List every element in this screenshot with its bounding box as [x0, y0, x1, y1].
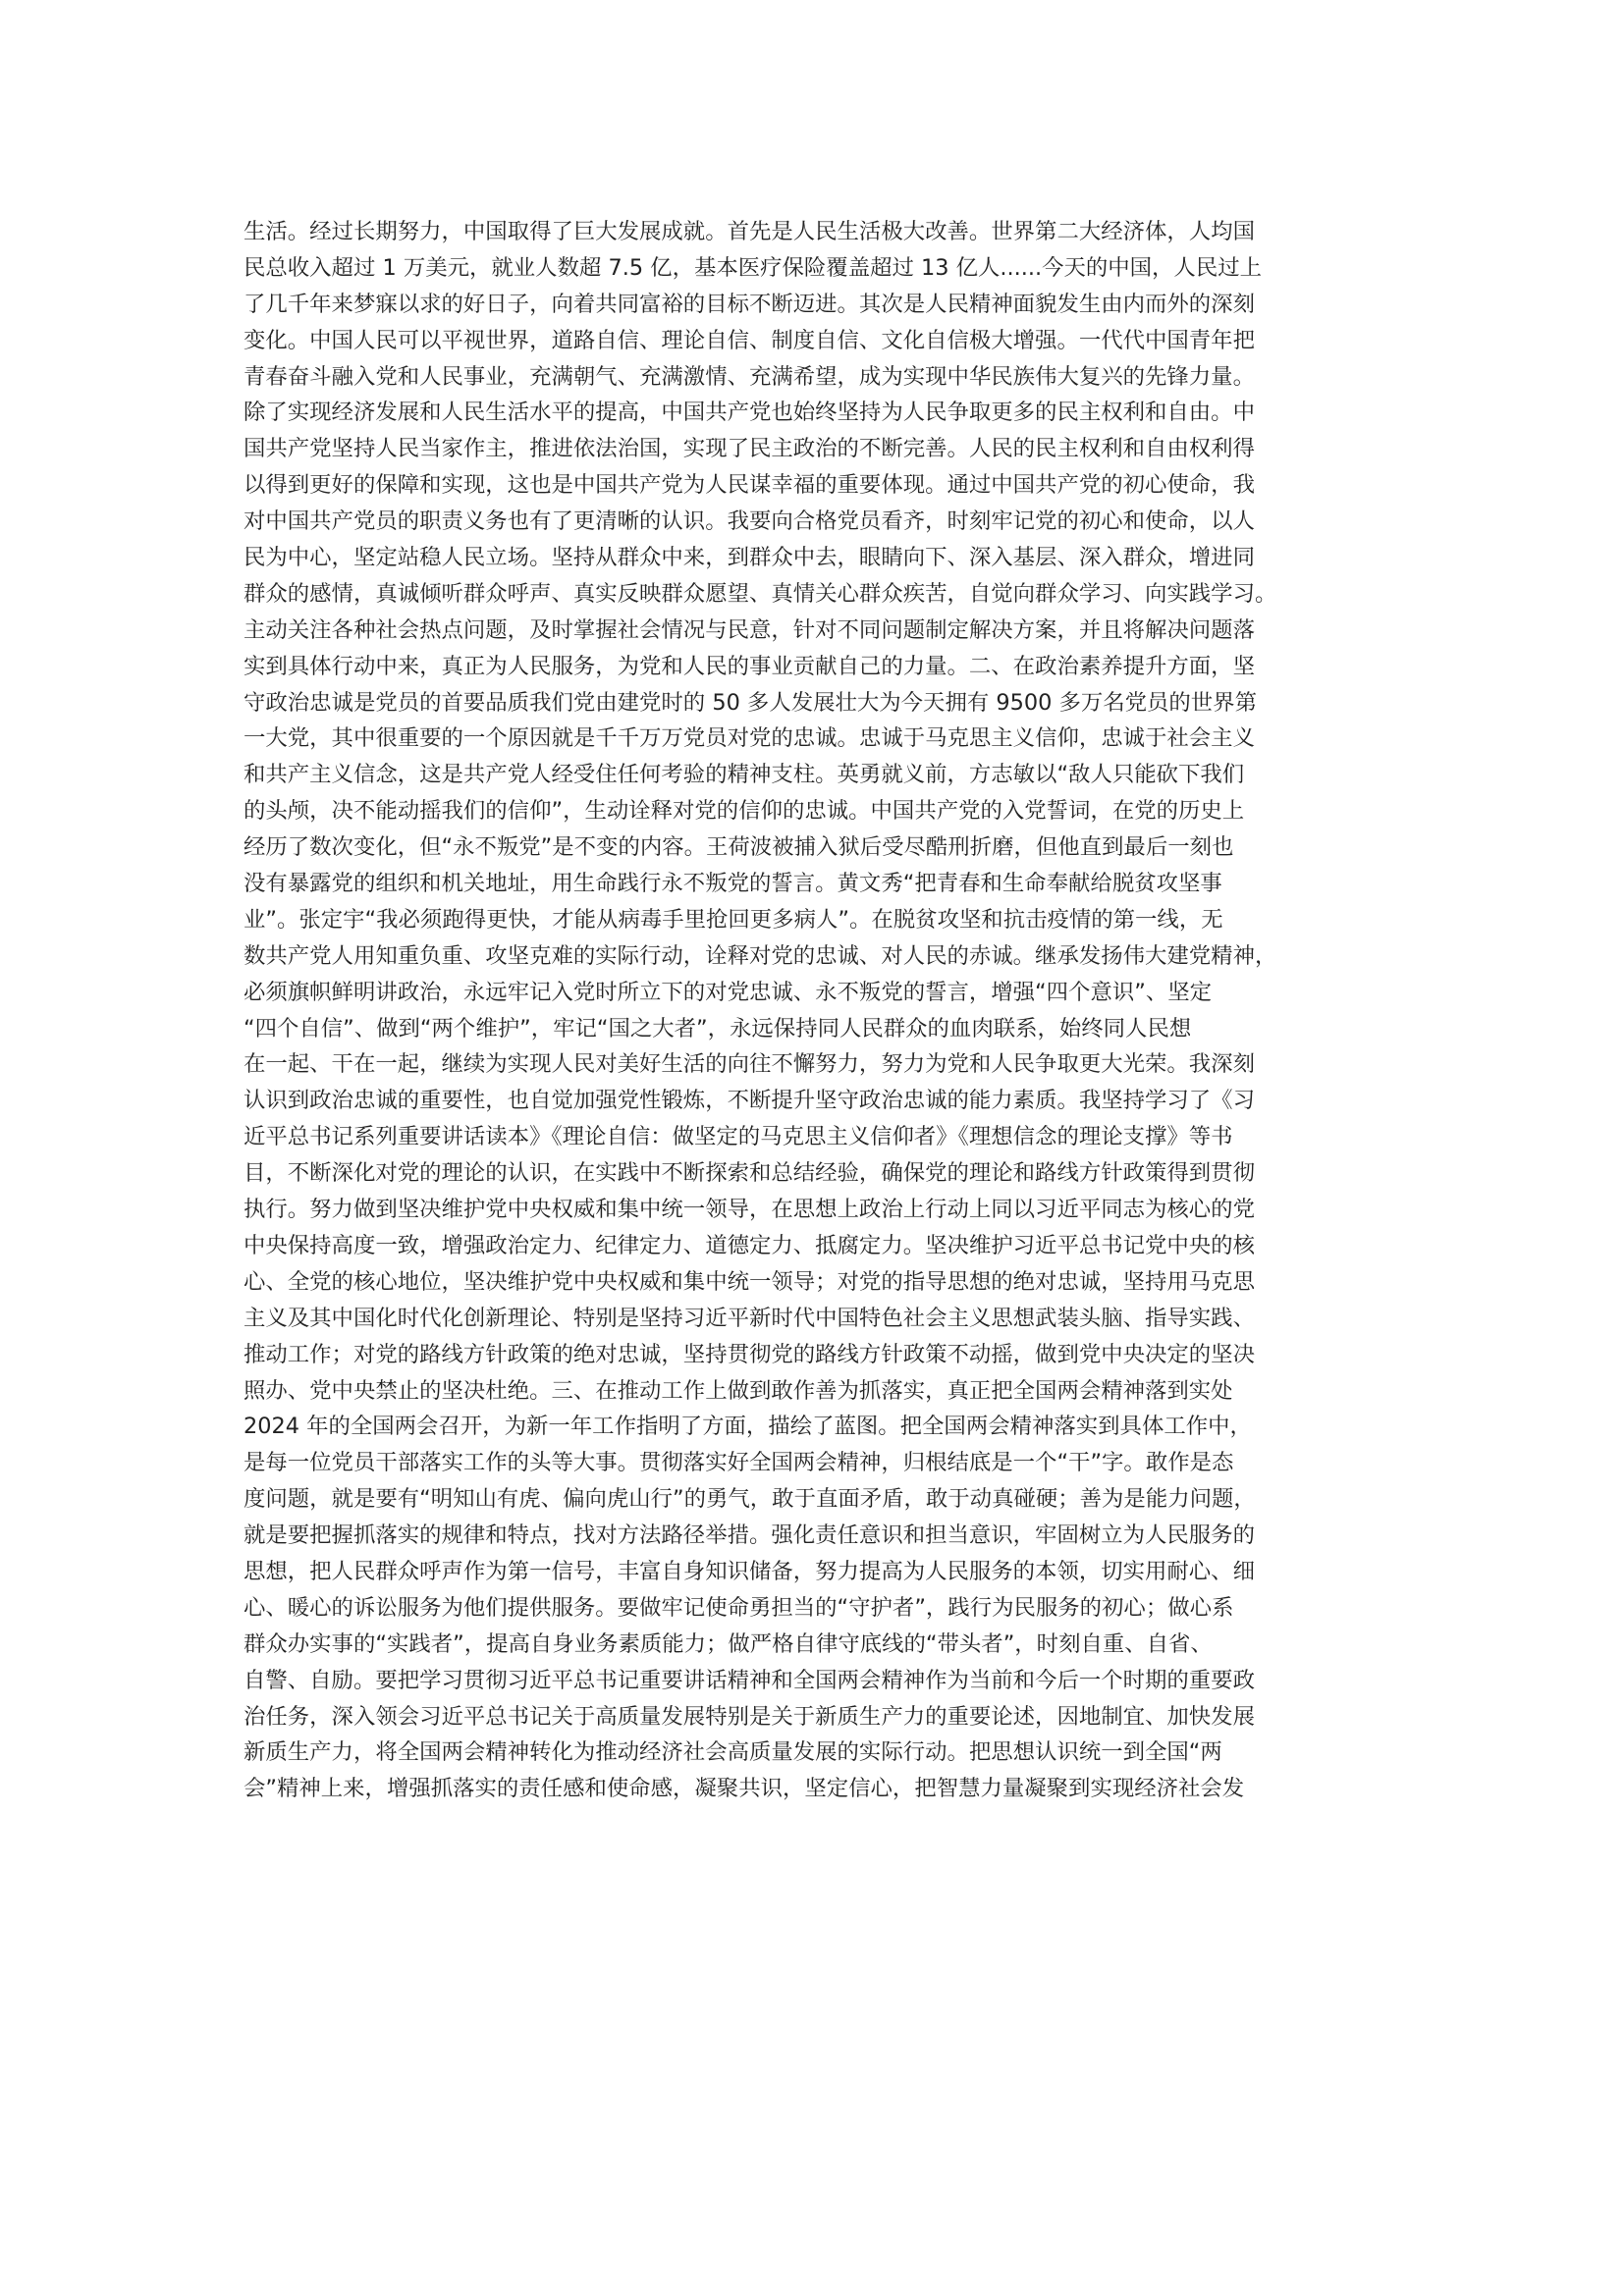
text-line: 守政治忠诚是党员的首要品质我们党由建党时的 50 多人发展壮大为今天拥有 9500 多万名党员的世界第 — [244, 689, 1257, 716]
text-line: 思想，把人民群众呼声作为第一信号，丰富自身知识储备，努力提高为人民服务的本领，切实用耐心、细 — [244, 1558, 1255, 1584]
text-line: 自警、自励。要把学习贯彻习近平总书记重要讲话精神和全国两会精神作为当前和今后一个时期的重要政 — [244, 1667, 1255, 1693]
text-line: 近平总书记系列重要讲话读本》《理论自信：做坚定的马克思主义信仰者》《理想信念的理论支撑》等书 — [244, 1124, 1233, 1150]
text-line: 了几千年来梦寐以求的好日子，向着共同富裕的目标不断迈进。其次是人民精神面貌发生由内而外的深刻 — [244, 291, 1255, 317]
text-line: 新质生产力，将全国两会精神转化为推动经济社会高质量发展的实际行动。把思想认识统一到全国“两 — [244, 1739, 1222, 1766]
text-line: 在一起、干在一起，继续为实现人民对美好生活的向往不懈努力，努力为党和人民争取更大光荣。我深刻 — [244, 1051, 1255, 1078]
text-line: 推动工作；对党的路线方针政策的绝对忠诚，坚持贯彻党的路线方针政策不动摇，做到党中央决定的坚决 — [244, 1341, 1255, 1367]
text-line: 认识到政治忠诚的重要性，也自觉加强党性锻炼，不断提升坚守政治忠诚的能力素质。我坚持学习了《习 — [244, 1088, 1255, 1114]
text-line: 民为中心，坚定站稳人民立场。坚持从群众中来，到群众中去，眼睛向下、深入基层、深入群众，增进同 — [244, 545, 1255, 571]
text-line: 心、暖心的诉讼服务为他们提供服务。要做牢记使命勇担当的“守护者”，践行为民服务的初心；做心系 — [244, 1594, 1234, 1621]
text-line: 一大党，其中很重要的一个原因就是千千万万党员对党的忠诚。忠诚于马克思主义信仰，忠诚于社会主义 — [244, 725, 1255, 752]
text-line: 业”。张定宇“我必须跑得更快，才能从病毒手里抢回更多病人”。在脱贫攻坚和抗击疫情的第一线，无 — [244, 906, 1223, 933]
text-line: 照办、党中央禁止的坚决杜绝。三、在推动工作上做到敢作善为抓落实，真正把全国两会精神落到实处 — [244, 1377, 1233, 1404]
text-line: 除了实现经济发展和人民生活水平的提高，中国共产党也始终坚持为人民争取更多的民主权利和自由。中 — [244, 400, 1255, 426]
text-line: 对中国共产党员的职责义务也有了更清晰的认识。我要向合格党员看齐，时刻牢记党的初心和使命，以人 — [244, 508, 1255, 535]
text-line: 治任务，深入领会习近平总书记关于高质量发展特别是关于新质生产力的重要论述，因地制宜、加快发展 — [244, 1703, 1255, 1730]
text-line: 实到具体行动中来，真正为人民服务，为党和人民的事业贡献自己的力量。二、在政治素养提升方面，坚 — [244, 653, 1255, 679]
text-line: 度问题，就是要有“明知山有虎、偏向虎山行”的勇气，敢于直面矛盾，敢于动真碰硬；善为是能力问题， — [244, 1486, 1256, 1513]
body-text — [244, 214, 1380, 1807]
text-line: 的头颅，决不能动摇我们的信仰”，生动诠释对党的信仰的忠诚。中国共产党的入党誓词，在党的历史上 — [244, 798, 1245, 825]
text-line: 执行。努力做到坚决维护党中央权威和集中统一领导，在思想上政治上行动上同以习近平同志为核心的党 — [244, 1197, 1255, 1223]
text-line: 必须旗帜鲜明讲政治，永远牢记入党时所立下的对党忠诚、永不叛党的誓言，增强“四个意识”、坚定 — [244, 979, 1212, 1005]
text-line: 心、全党的核心地位，坚决维护党中央权威和集中统一领导；对党的指导思想的绝对忠诚，坚持用马克思 — [244, 1268, 1255, 1295]
text-line: 2024 年的全国两会召开，为新一年工作指明了方面，描绘了蓝图。把全国两会精神落实到具体工作中， — [244, 1414, 1252, 1440]
text-line: 就是要把握抓落实的规律和特点，找对方法路径举措。强化责任意识和担当意识，牢固树立为人民服务的 — [244, 1522, 1255, 1549]
text-line: 目，不断深化对党的理论的认识，在实践中不断探索和总结经验，确保党的理论和路线方针政策得到贯彻 — [244, 1160, 1255, 1187]
text-line: 民总收入超过 1 万美元，就业人数超 7.5 亿，基本医疗保险覆盖超过 13 亿人......今天的中国，人民过上 — [244, 254, 1262, 281]
text-line: 是每一位党员干部落实工作的头等大事。贯彻落实好全国两会精神，归根结底是一个“干”字。敢作是态 — [244, 1450, 1234, 1476]
text-line: 数共产党人用知重负重、攻坚克难的实际行动，诠释对党的忠诚、对人民的赤诚。继承发扬伟大建党精神， — [244, 942, 1277, 969]
text-line: 生活。经过长期努力，中国取得了巨大发展成就。首先是人民生活极大改善。世界第二大经济体，人均国 — [244, 219, 1255, 244]
text-line: 中央保持高度一致，增强政治定力、纪律定力、道德定力、抵腐定力。坚决维护习近平总书记党中央的核 — [244, 1232, 1255, 1258]
text-line: 变化。中国人民可以平视世界，道路自信、理论自信、制度自信、文化自信极大增强。一代代中国青年把 — [244, 327, 1255, 353]
text-line: 会”精神上来，增强抓落实的责任感和使命感，凝聚共识，坚定信心，把智慧力量凝聚到实现经济社会发 — [244, 1776, 1245, 1802]
text-line: 国共产党坚持人民当家作主，推进依法治国，实现了民主政治的不断完善。人民的民主权利和自由权利得 — [244, 436, 1255, 462]
text-line: 以得到更好的保障和实现，这也是中国共产党为人民谋幸福的重要体现。通过中国共产党的初心使命，我 — [244, 472, 1255, 499]
text-line: 群众办实事的“实践者”，提高自身业务素质能力；做严格自律守底线的“带头者”，时刻自重、自省、 — [244, 1630, 1213, 1657]
text-line: 主动关注各种社会热点问题，及时掌握社会情况与民意，针对不同问题制定解决方案，并且将解决问题落 — [244, 616, 1255, 643]
text-line: 群众的感情，真诚倾听群众呼声、真实反映群众愿望、真情关心群众疾苦，自觉向群众学习、向实践学习。 — [244, 580, 1277, 607]
text-line: 没有暴露党的组织和机关地址，用生命践行永不叛党的誓言。黄文秀“把青春和生命奉献给脱贫攻坚事 — [244, 871, 1222, 897]
text-line: 经历了数次变化，但“永不叛党”是不变的内容。王荷波被捕入狱后受尽酷刑折磨，但他直到最后一刻也 — [244, 834, 1234, 861]
text-line: “四个自信”、做到“两个维护”，牢记“国之大者”，永远保持同人民群众的血肉联系，始终同人民想 — [244, 1015, 1192, 1041]
text-line: 主义及其中国化时代化创新理论、特别是坚持习近平新时代中国特色社会主义思想武装头脑、指导实践、 — [244, 1305, 1255, 1331]
text-line: 和共产主义信念，这是共产党人经受住任何考验的精神支柱。英勇就义前，方志敏以“敌人只能砍下我们 — [244, 762, 1245, 788]
text-line: 青春奋斗融入党和人民事业，充满朝气、充满激情、充满希望，成为实现中华民族伟大复兴的先锋力量。 — [244, 363, 1255, 390]
